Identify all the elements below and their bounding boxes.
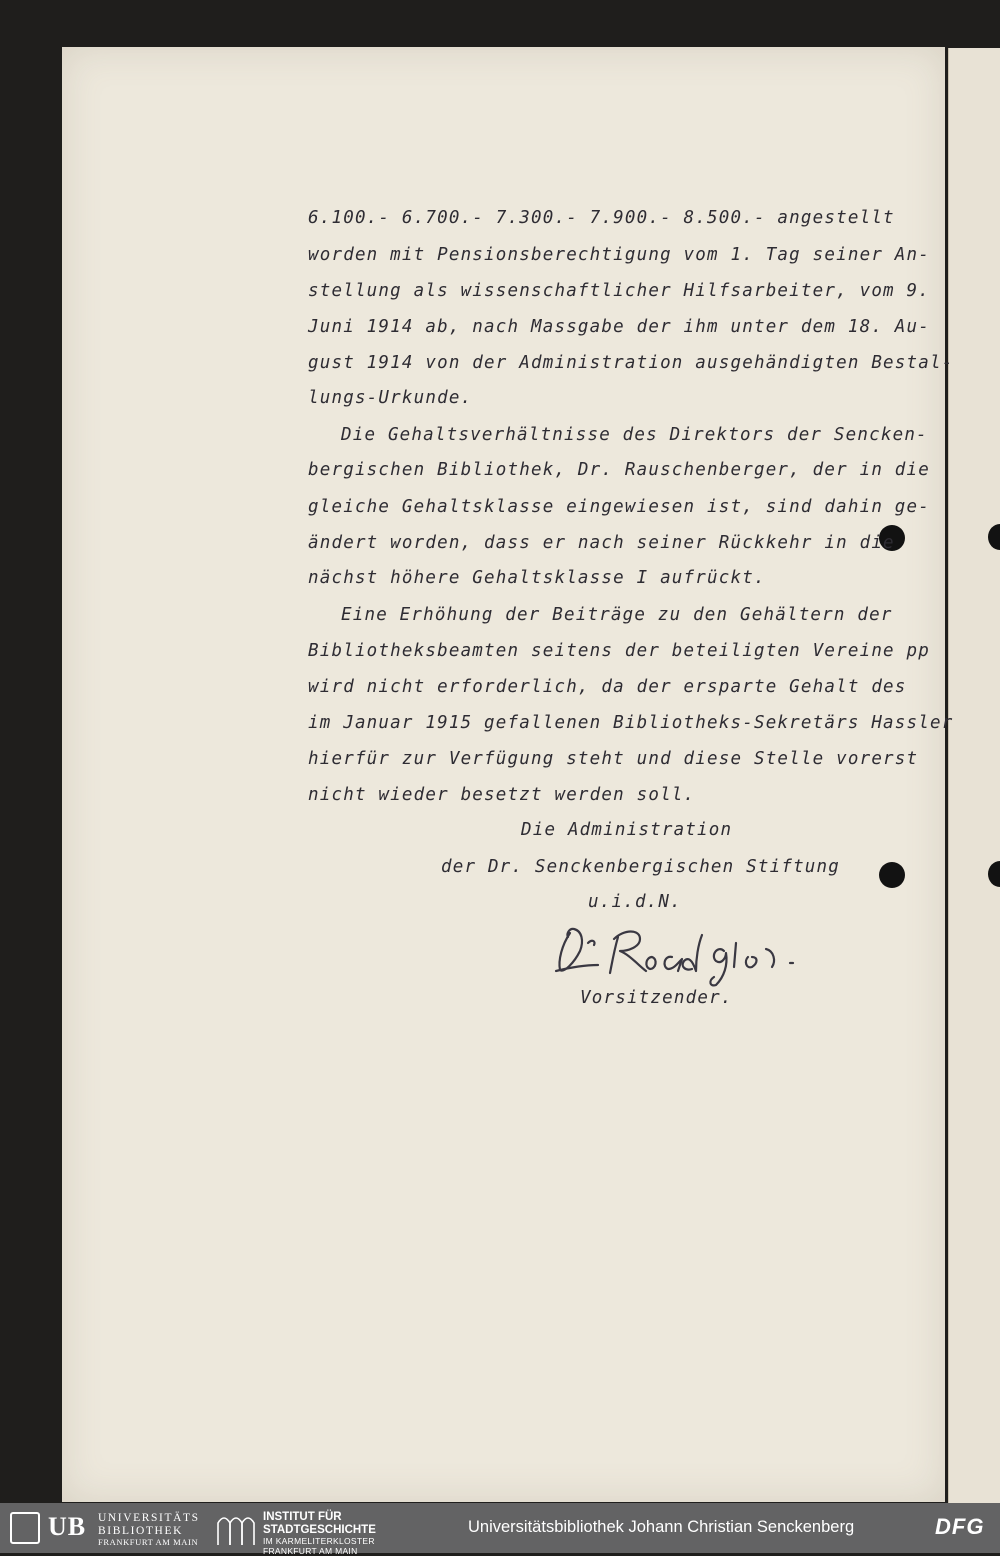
text-line: Eine Erhöhung der Beiträge zu den Gehältern der: [341, 605, 893, 625]
text-line: nicht wieder besetzt werden soll.: [308, 785, 696, 805]
text-line: Bibliotheksbeamten seitens der beteiligten Vereine pp: [308, 641, 931, 661]
isg-logo-text: [263, 1512, 376, 1556]
signer-role: Vorsitzender.: [580, 988, 733, 1008]
isg-line-2: STADTGESCHICHTE: [263, 1523, 376, 1536]
dfg-logo: DFG: [935, 1514, 985, 1539]
text-line: 6.100.- 6.700.- 7.300.- 7.900.- 8.500.- angestellt: [308, 208, 895, 228]
ub-line-1: UNIVERSITÄTS: [98, 1512, 200, 1524]
ub-emblem-icon: [10, 1512, 40, 1544]
ub-line-2: BIBLIOTHEK: [98, 1524, 183, 1537]
isg-line-1: INSTITUT FÜR: [263, 1511, 342, 1523]
text-line: hierfür zur Verfügung steht und diese Stelle vorerst: [308, 749, 919, 769]
text-line: wird nicht erforderlich, da der ersparte Gehalt des: [308, 677, 907, 697]
document-page: [62, 47, 945, 1502]
ub-logo-text: [98, 1513, 200, 1548]
isg-line-4: FRANKFURT AM MAIN: [263, 1545, 358, 1556]
closing-administration: Die Administration: [521, 820, 733, 840]
text-line: Die Gehaltsverhältnisse des Direktors der Sencken-: [341, 425, 928, 445]
ub-line-3: FRANKFURT AM MAIN: [98, 1537, 199, 1547]
next-page-edge: [948, 48, 1000, 1503]
ub-logo-letters: UB: [48, 1512, 87, 1541]
footer-bar: [0, 1503, 1000, 1556]
closing-abbreviation: u.i.d.N.: [588, 892, 682, 912]
closing-foundation: der Dr. Senckenbergischen Stiftung: [441, 857, 841, 877]
text-line: stellung als wissenschaftlicher Hilfsarbeiter, vom 9.: [308, 281, 931, 301]
text-line: im Januar 1915 gefallenen Bibliotheks-Sekretärs Hassler: [308, 713, 954, 733]
isg-arches-icon: [216, 1511, 256, 1546]
punch-hole: [879, 862, 905, 888]
text-line: gust 1914 von der Administration ausgehändigten Bestal-: [308, 353, 954, 373]
text-line: ändert worden, dass er nach seiner Rückkehr in die: [308, 533, 895, 553]
text-line: worden mit Pensionsberechtigung vom 1. Tag seiner An-: [308, 245, 931, 265]
isg-line-3: IM KARMELITERKLOSTER: [263, 1536, 375, 1546]
text-line: lungs-Urkunde.: [308, 388, 473, 408]
text-line: bergischen Bibliothek, Dr. Rauschenberger, der in die: [308, 460, 931, 480]
text-line: nächst höhere Gehaltsklasse I aufrückt.: [308, 568, 766, 588]
text-line: gleiche Gehaltsklasse eingewiesen ist, sind dahin ge-: [308, 497, 931, 517]
text-line: Juni 1914 ab, nach Massgabe der ihm unter dem 18. Au-: [308, 317, 931, 337]
library-name: Universitätsbibliothek Johann Christian Senckenberg: [468, 1518, 855, 1536]
handwritten-signature: [552, 915, 842, 990]
